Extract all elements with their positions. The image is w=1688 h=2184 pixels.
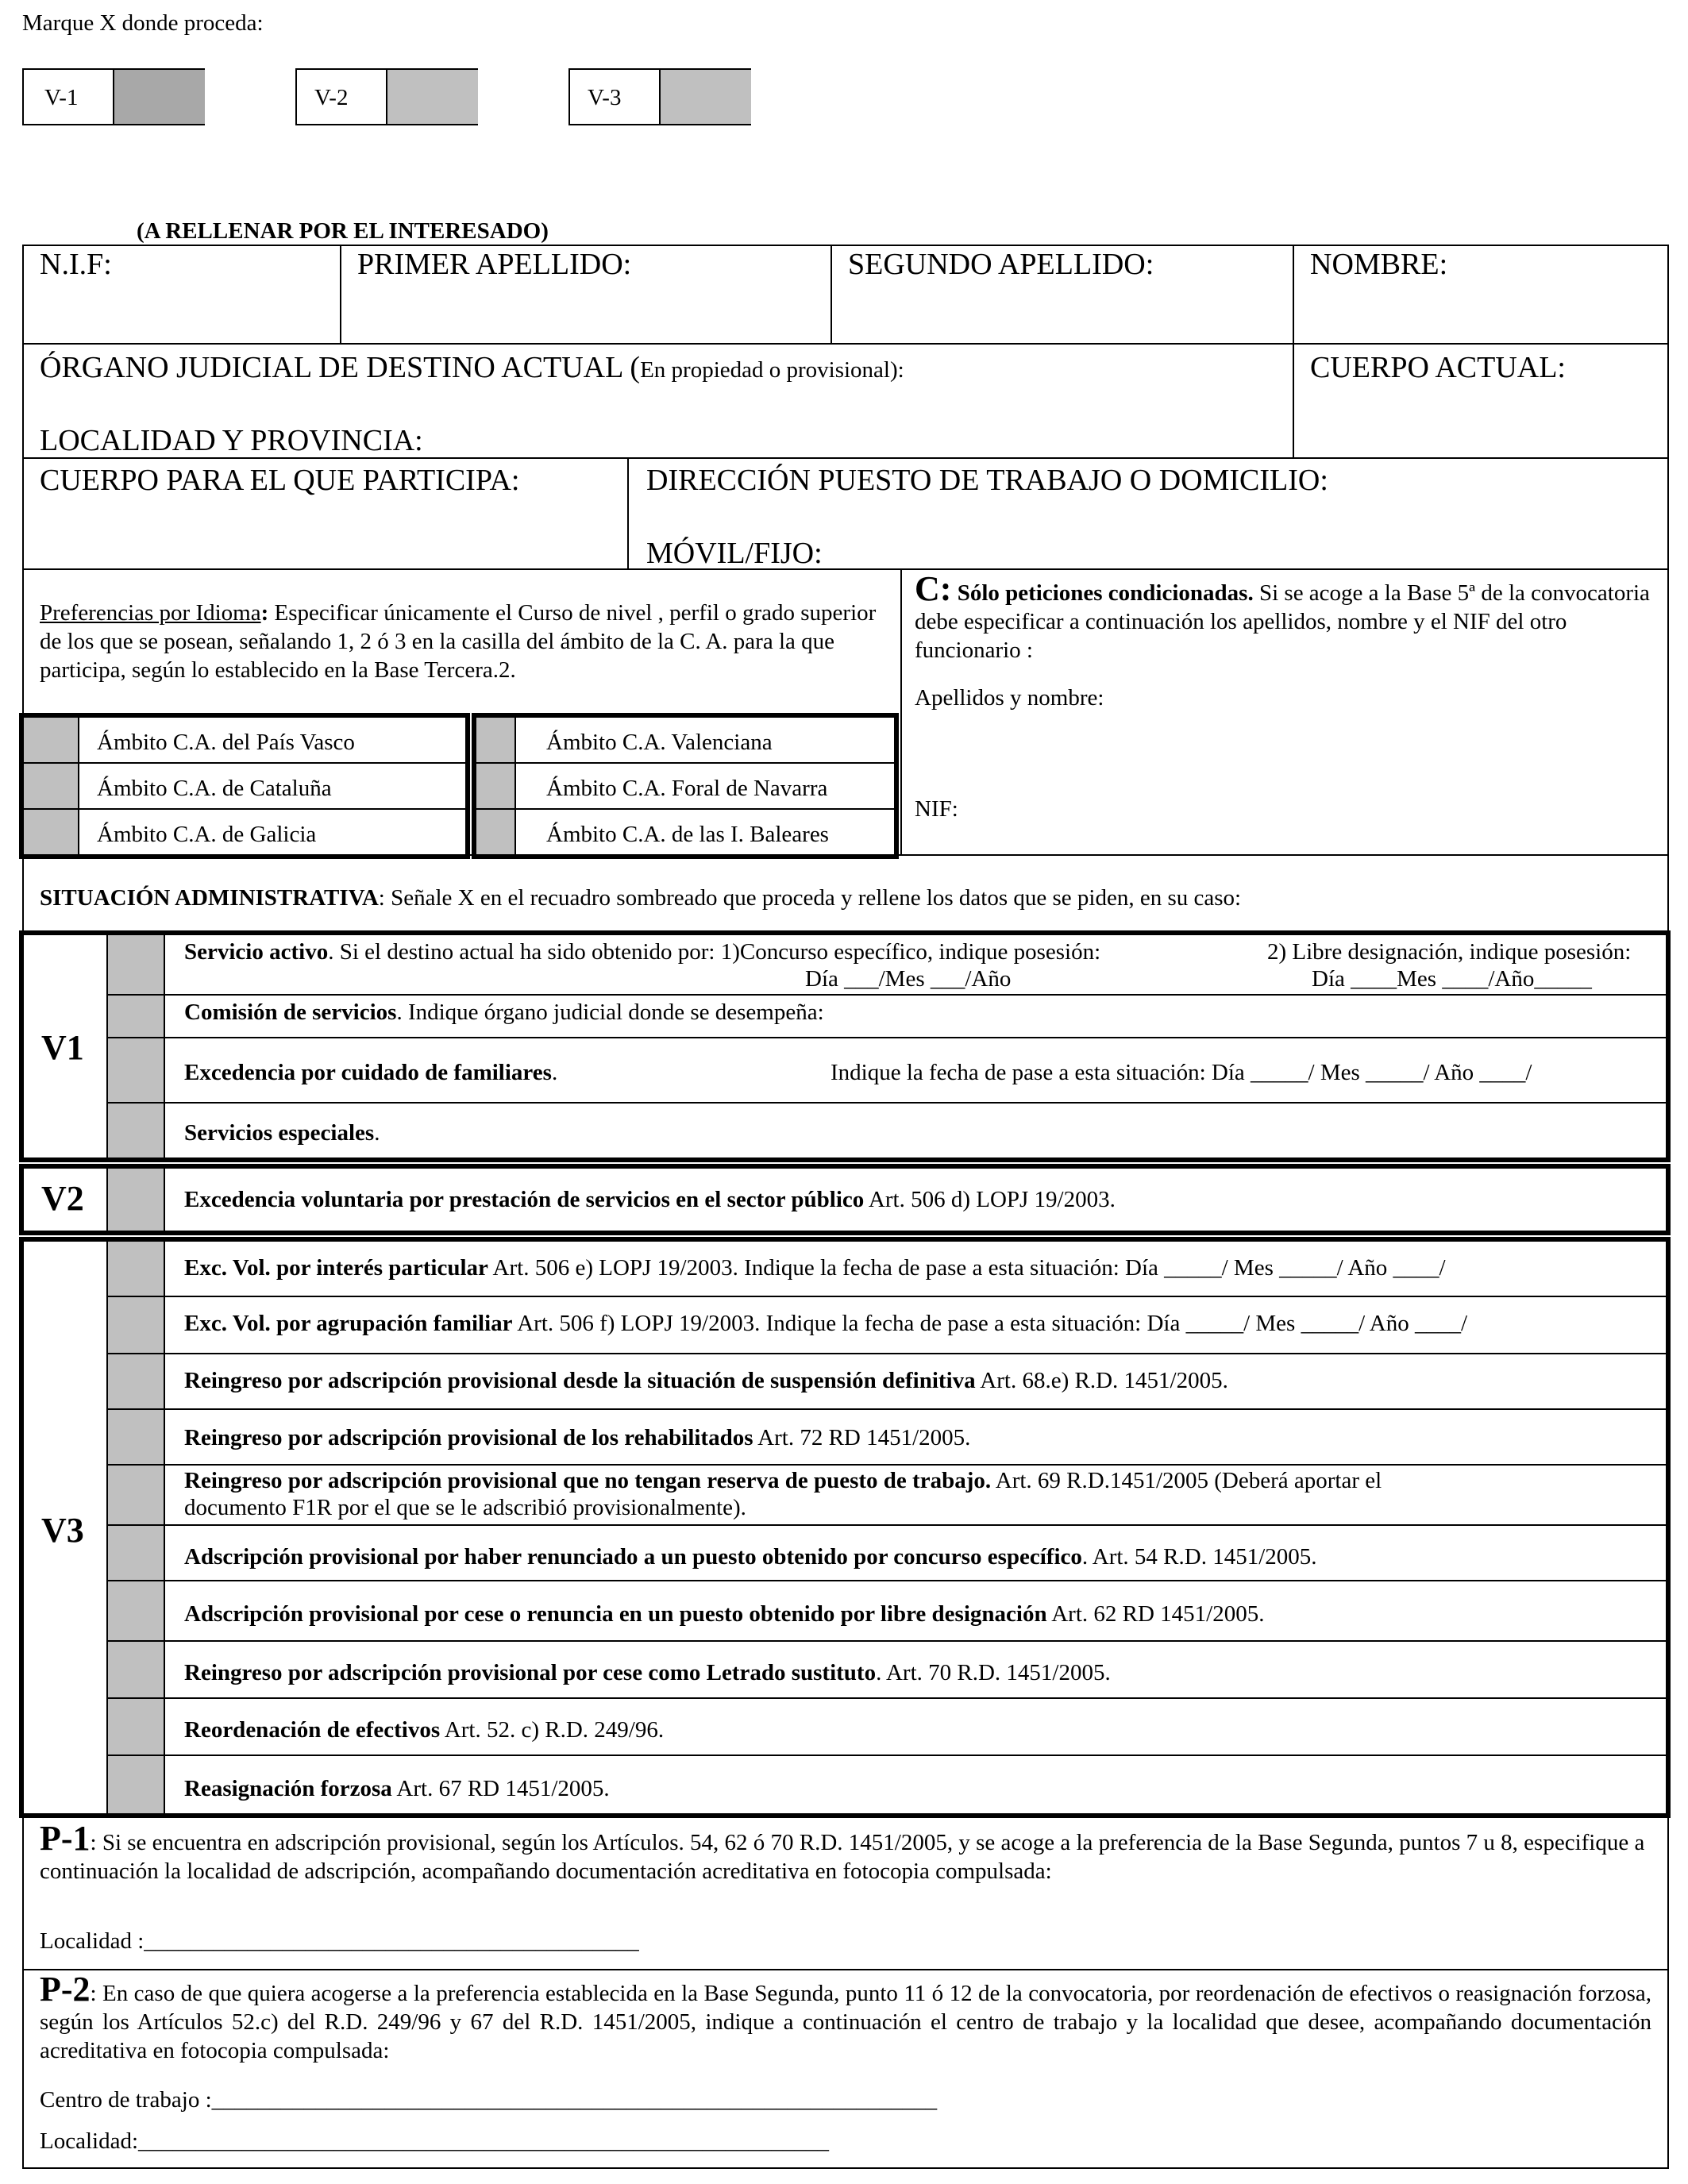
v3-5-title: Adscripción provisional por haber renunciado a un puesto obtenido por concurso específico [184, 1544, 1082, 1570]
ambito-cataluna[interactable]: Ámbito C.A. de Cataluña [97, 776, 332, 801]
servicio-activo-text: . Si el destino actual ha sido obtenido por: 1)Concurso específico, indique posesión: [328, 939, 1101, 965]
comision-text: . Indique órgano judicial donde se desempeña: [396, 1000, 824, 1025]
ambito-valenciana[interactable]: Ámbito C.A. Valenciana [546, 730, 773, 755]
v3-1-text: Art. 506 f) LOPJ 19/2003. Indique la fecha de pase a esta situación: Día _____/ Mes _____/ Año ____/ [512, 1311, 1468, 1336]
condicionadas-title: Sólo peticiones condicionadas. [957, 580, 1254, 606]
excedencia-sector-publico-option[interactable] [184, 1186, 1116, 1213]
option-v1[interactable] [22, 68, 205, 125]
v3-option-suspension[interactable] [184, 1367, 1228, 1394]
v3-3-text: Art. 72 RD 1451/2005. [753, 1425, 971, 1450]
organo-field[interactable] [40, 351, 904, 387]
fill-note: (A RELLENAR POR EL INTERESADO) [137, 218, 549, 244]
v3-option-libre-designacion[interactable] [184, 1600, 1265, 1627]
libre-fecha-field[interactable]: Día ____Mes ____/Año_____ [1312, 966, 1592, 992]
v3-8-text: Art. 52. c) R.D. 249/96. [440, 1717, 665, 1743]
ambito-baleares[interactable]: Ámbito C.A. de las I. Baleares [546, 822, 829, 847]
v3-3-title: Reingreso por adscripción provisional de los rehabilitados [184, 1425, 753, 1450]
v3-option-letrado-sustituto[interactable] [184, 1659, 1111, 1686]
v3-label: V3 [41, 1511, 84, 1550]
option-v3-checkbox[interactable] [659, 70, 751, 124]
v2-text: Art. 506 d) LOPJ 19/2003. [864, 1187, 1116, 1212]
excedencia-familiares-option[interactable] [184, 1059, 557, 1086]
servicio-activo-title: Servicio activo [184, 939, 329, 965]
direccion-field[interactable]: DIRECCIÓN PUESTO DE TRABAJO O DOMICILIO: [646, 464, 1328, 497]
excedencia-title: Excedencia por cuidado de familiares [184, 1060, 552, 1085]
p1-localidad-field[interactable]: Localidad :___________________________________________ [40, 1928, 639, 1954]
v1-label: V1 [41, 1028, 84, 1067]
p2-label: P-2 [40, 1970, 91, 2009]
situacion-title: SITUACIÓN ADMINISTRATIVA [40, 885, 379, 911]
situacion-heading [40, 884, 1241, 911]
especiales-text: . [374, 1120, 380, 1146]
p1-text [40, 1819, 1651, 1885]
v3-5-text: . Art. 54 R.D. 1451/2005. [1081, 1544, 1317, 1570]
p1-instructions: : Si se encuentra en adscripción provisional, según los Artículos. 54, 62 ó 70 R.D. 1451/2005, y se acoge a la preferencia de la Base Segunda, puntos 7 u 8, especifique a continuación la localidad de adscripción, acompañando documentación acreditativa en fotocopia compulsada: [40, 1830, 1645, 1884]
condicionadas-nif-field[interactable]: NIF: [915, 796, 958, 822]
p2-centro-field[interactable]: Centro de trabajo :_______________________________________________________________ [40, 2087, 938, 2113]
idioma-instructions: Especificar únicamente el Curso de nivel , perfil o grado superior de los que se posean, señalando 1, 2 ó 3 en la casilla del ámbito de la C. A. para la que participa, según lo establecido en la Base Tercera.2. [40, 600, 877, 683]
condicionadas-instructions: Si se acoge a la Base 5ª de la convocatoria debe especificar a continuación los apellidos, nombre y el NIF del otro funcionario : [915, 580, 1650, 663]
servicio-activo-option[interactable] [184, 938, 1100, 965]
nombre-field[interactable]: NOMBRE: [1310, 248, 1448, 281]
v3-1-title: Exc. Vol. por agrupación familiar [184, 1311, 513, 1336]
organo-label: ÓRGANO JUDICIAL DE DESTINO ACTUAL ( [40, 351, 641, 384]
apellidos-nombre-field[interactable]: Apellidos y nombre: [915, 685, 1104, 711]
v2-label: V2 [41, 1179, 84, 1218]
option-v3-label: V-3 [588, 85, 622, 110]
v3-9-title: Reasignación forzosa [184, 1776, 392, 1801]
comision-servicios-option[interactable] [184, 999, 824, 1026]
concurso-fecha-field[interactable]: Día ___/Mes ___/Año [805, 966, 1012, 992]
option-v2[interactable] [295, 68, 478, 125]
movil-fijo-field[interactable]: MÓVIL/FIJO: [646, 537, 823, 570]
servicios-especiales-option[interactable] [184, 1119, 380, 1146]
v3-option-sin-reserva-cont: documento F1R por el que se le adscribió provisionalmente). [184, 1495, 746, 1520]
idioma-colon: : [260, 600, 269, 626]
cuerpo-participa-field[interactable]: CUERPO PARA EL QUE PARTICIPA: [40, 464, 520, 497]
v3-option-sin-reserva[interactable] [184, 1467, 1382, 1494]
libre-designacion-text: 2) Libre designación, indique posesión: [1267, 939, 1632, 965]
v3-7-title: Reingreso por adscripción provisional por cese como Letrado sustituto [184, 1660, 877, 1685]
v3-0-title: Exc. Vol. por interés particular [184, 1255, 488, 1281]
v3-4-text: Art. 69 R.D.1451/2005 (Deberá aportar el [991, 1468, 1382, 1493]
p2-localidad-field[interactable]: Localidad:____________________________________________________________ [40, 2128, 830, 2154]
v3-option-renuncia-concurso[interactable] [184, 1543, 1317, 1570]
ambito-pais-vasco[interactable]: Ámbito C.A. del País Vasco [97, 730, 355, 755]
comision-title: Comisión de servicios [184, 1000, 397, 1025]
organo-sublabel: En propiedad o provisional): [640, 357, 904, 383]
p2-instructions: : En caso de que quiera acogerse a la preferencia establecida en la Base Segunda, punto 11 ó 12 de la convocatoria, por reordenación de efectivos o reasignación forzosa, según los Artículos 52.c) del R.D. 249/96 y 67 del R.D. 1451/2005, indique a continuación el centro de trabajo y la localidad que desee, acompañando documentación acreditativa en fotocopia compulsada: [40, 1981, 1651, 2063]
v3-6-title: Adscripción provisional por cese o renuncia en un puesto obtenido por libre designación [184, 1601, 1047, 1627]
localidad-provincia-field[interactable]: LOCALIDAD Y PROVINCIA: [40, 424, 423, 457]
especiales-title: Servicios especiales [184, 1120, 375, 1146]
segundo-apellido-field[interactable]: SEGUNDO APELLIDO: [848, 248, 1154, 281]
ambito-galicia[interactable]: Ámbito C.A. de Galicia [97, 822, 317, 847]
option-v1-label: V-1 [44, 85, 79, 110]
v3-4-title: Reingreso por adscripción provisional que no tengan reserva de puesto de trabajo. [184, 1468, 992, 1493]
instruction-text: Marque X donde proceda: [22, 10, 264, 36]
situacion-instructions: : Señale X en el recuadro sombreado que proceda y rellene los datos que se piden, en su caso: [378, 885, 1242, 911]
excedencia-fecha-field[interactable]: Indique la fecha de pase a esta situación: Día _____/ Mes _____/ Año ____/ [831, 1060, 1532, 1085]
nif-field[interactable]: N.I.F: [40, 248, 112, 281]
c-letter: C: [915, 569, 952, 608]
v3-9-text: Art. 67 RD 1451/2005. [391, 1776, 610, 1801]
v3-option-rehabilitados[interactable] [184, 1424, 970, 1451]
excedencia-text: . [551, 1060, 558, 1085]
v3-2-title: Reingreso por adscripción provisional desde la situación de suspensión definitiva [184, 1368, 976, 1393]
v3-6-text: Art. 62 RD 1451/2005. [1046, 1601, 1265, 1627]
v3-7-text: . Art. 70 R.D. 1451/2005. [876, 1660, 1111, 1685]
idioma-text [40, 599, 889, 684]
v3-2-text: Art. 68.e) R.D. 1451/2005. [975, 1368, 1228, 1393]
v3-option-reasignacion[interactable] [184, 1775, 610, 1802]
p1-label: P-1 [40, 1819, 91, 1858]
ambito-navarra[interactable]: Ámbito C.A. Foral de Navarra [546, 776, 828, 801]
v3-8-title: Reordenación de efectivos [184, 1717, 441, 1743]
primer-apellido-field[interactable]: PRIMER APELLIDO: [357, 248, 632, 281]
p2-text [40, 1970, 1651, 2065]
option-v1-checkbox[interactable] [113, 70, 205, 124]
option-v3[interactable] [568, 68, 751, 125]
v3-0-text: Art. 506 e) LOPJ 19/2003. Indique la fecha de pase a esta situación: Día _____/ Mes _____/ Año ____/ [488, 1255, 1446, 1281]
personal-data-box [22, 245, 1669, 570]
option-v2-label: V-2 [314, 85, 349, 110]
v2-title: Excedencia voluntaria por prestación de servicios en el sector público [184, 1187, 865, 1212]
v3-option-reordenacion[interactable] [184, 1716, 664, 1743]
idioma-title: Preferencias por Idioma [40, 600, 261, 626]
v3-option-interes-particular[interactable] [184, 1254, 1446, 1281]
v3-option-agrupacion-familiar[interactable] [184, 1310, 1467, 1337]
option-v2-checkbox[interactable] [386, 70, 478, 124]
condicionadas-text [915, 569, 1653, 664]
cuerpo-actual-field[interactable]: CUERPO ACTUAL: [1310, 351, 1566, 384]
